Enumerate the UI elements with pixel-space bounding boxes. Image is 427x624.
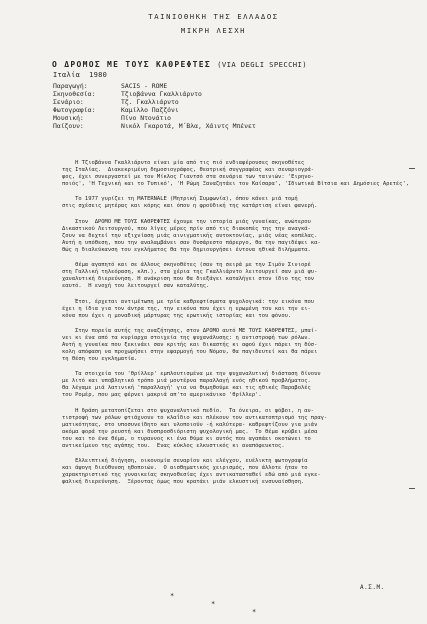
credit-value: Νικόλ Γκαροτά, Μ΄Βλα, Χάιντς Μπένετ [121,122,256,131]
text-line: χαρακτηριστικό της γυναικείας σκηνοθεσίας έχει αντικατασταθεί εδώ από μιά εγκε- [62,472,321,479]
text-line: του και το ένα θέμα, ο τυραννος κι ένα θύμα κι αυτός που αγαπάει οκοτώνει το [62,435,311,442]
signature: Α.Σ.Μ. [360,584,385,591]
credits-list [53,82,256,130]
credit-row [53,98,256,106]
text-line: αντικείμενο της αγάπης του. Ενας κύκλος ελκυστικός κι αναπόφευκτος. [62,442,285,449]
text-line: Δικαστικού Λειτουργού, που λίγες μέρες πρίν από τις διακοπές της την αναγκά- [62,225,311,232]
credit-row [53,90,256,98]
text-line: Στην πορεία αυτής της αναζήτησης, στον ΔΡΟΜΟ αυτό ΜΕ ΤΟΥΣ ΚΑΘΡΕΦΤΕΣ, μπαί- [62,327,318,334]
text-line: Ελλειπτική διήγηση, οικονομία σεναρίου και ελέγχου, ευέλικτη φωτογραφία [62,458,308,465]
text-line: Θέμα αγαπητό και σε άλλους σκηνοθέτες (σαν τη σειρά με την Σιμόν Σινιορέ [62,262,311,269]
credit-value: Καμίλλο Παζζόνι [121,106,179,115]
text-line: εαυτό. Η ενοχή του λειτουργεί σαν καταλύτης. [62,283,210,290]
credit-row [53,82,256,90]
text-line: στη Γαλλική τηλεόραση, κλπ.), στα χέρια της Γκαλλιάρντο λειτουργεί σαν μιά ψυ- [62,269,318,276]
club-name: ΜΙΚΡΗ ΛΕΣΧΗ [180,26,247,35]
text-line: έχει η ίδια για τον άντρα της, την εικόνα που έχει η ερωμένη του και την ει- [62,305,311,312]
text-line: τιστροφή των ρόλων φτιάχνουν το κλαΐδιο και πλέκουν τον αντικατοπτρισμό της πραγ- [62,414,328,421]
text-line: Η Τζιοβάννα Γκαλλιάρντο είναι μία από τις πιό ενδιαφέρουσες σκηνοθέτες [62,160,305,166]
credit-label: Παίζουν: [53,122,84,131]
text-line: ματικότητας, στο υποσυνείδητο και υλοποιούν -ή καλύτερα- καθρεφτίζουν για μιάν [62,421,318,428]
paragraph [62,299,420,320]
text-line: Η δράση μετατοπίζεται στο ψυχαναλυτικό πεδίο. Τα όνειρα, οι φόβοι, η αν- [62,407,315,414]
text-line: ποιός', 'Η Τεχνική και το Τυπικό', 'Η Ρώμη Ξαναζητάει τον Καίσαρα', 'Ιδιωτικά Βίτσια και Δημόσιες Αρετές', [62,181,410,187]
review-text [62,160,420,495]
film-title: Ο ΔΡΟΜΟΣ ΜΕ ΤΟΥΣ ΚΑΘΡΕΦΤΕΣ [52,60,212,69]
text-line: της Ιταλίας. Διακεκριμένη δημοσιογράφος, θεατρική συγγραφέας και σεναριογρά- [62,167,315,173]
credit-value: Τζιοβάννα Γκαλλιάρντο [121,90,202,99]
star: * [211,600,216,608]
film-country-year: Ιταλία 1980 [53,71,108,79]
text-line: Έτσι, έρχεται αντιμέτωπη με τρία καθρεφτίσματα ψυχολογικά: την εικόνα που [62,298,315,305]
text-line: ακόμα φορά την ρευστή και δυσπροσδιόριστη ψυχολογική μας. Το θέμα κρύβει μέσα [62,428,318,435]
text-line: Αυτή η υπόθεση, που την αναλαμβάνει σαν δυσάρεστο πάρεργο, θα την παγιδέψει κα- [62,239,321,246]
star: * [252,608,257,616]
paragraph [62,371,420,399]
text-line: φαλική διερεύνηση. Ξέροντας όμως που κρατάει μιάν ελκυστική ενσυναίσθηση. [62,479,305,486]
text-line: Τα στοιχεία του 'θρίλλερ' εμπλουτισμένα με την ψυχαναλυτική διάσταση δίνουν [62,371,321,378]
paragraph [62,408,420,450]
text-line: και άψογη διεύθυνση ηθοποιών. Ο αισθηματικός χειρισμός, που άλλοτε ήταν το [62,465,308,472]
text-line: με λιτό και υποβλητικό τρόπο μιά μοντέρνα παραλλαγή ενός ηθικού προβλήματος. [62,378,311,385]
text-line: νει κι ένα από τα κυρίαρχα στοιχεία της ψυχανάλυσης: η αντιστροφή των ρόλων. [62,334,311,341]
text-line: Το 1977 γυρίζει τη MATERNALE (Μητρική Συμφωνία), όπου κάνει μιά τομή [62,196,298,203]
text-line: ζουν να δεχτεί την εξιχνίαση μιάς αινιγματικής αυτοκτονίας, μιάς νέας κοπέλας. [62,232,318,239]
text-line: στις σχέσεις μητέρας και κόρης και όπου η φροϋδική της κατάρτιση είναι φανερή. [62,203,318,210]
margin-tick [409,168,415,169]
paragraph [62,160,420,188]
credit-row [53,114,256,122]
credit-label: Σενάριο: [53,98,84,107]
paragraph [62,458,420,486]
text-line: χαναλυτική διερεύνηση. Η ανάκριση που θα διεξάγει καταλήγει στον ίδιο της τον [62,276,315,283]
text-line: φος, έχει συνεργαστεί με τον Μίκλος Γιαντσό στα σενάρια των ταινιών: 'Ειρηνο- [62,174,315,180]
paragraph [62,196,420,210]
paragraph [62,219,420,254]
credit-row [53,106,256,114]
credit-value: Πίνο Ντονάτιο [121,114,172,123]
text-line: κόνα που έχει η μοναδική μάρτυρας της ερωτικής ιστορίας και του φόνου. [62,312,292,319]
star: * [170,592,175,600]
text-line: Θα λέγαμε μιά λατινική 'παραλλαγή' για να θυμηθούμε και τις ηθικές Παραβολές [62,385,311,392]
archive-name: ΤΑΙΝΙΟΘΗΚΗ ΤΗΣ ΕΛΛΑΔΟΣ [148,12,279,21]
text-line: Αυτή η γυναίκα που ξεκινάει σαν κριτής και δικαστής κι αφού έχει πάρει τη δύσ- [62,341,318,348]
credit-label: Σκηνοθεσία: [53,90,96,99]
credit-label: Παραγωγή: [53,82,88,90]
credit-row [53,122,256,130]
film-title-line [52,60,307,69]
text-line: Στον ΔΡΟΜΟ ΜΕ ΤΟΥΣ ΚΑΘΡΕΦΤΕΣ έχουμε την ιστορία μιάς γυναίκας, ανώτερου [62,218,311,225]
film-original-title: (VIA DEGLI SPECCHI) [217,60,307,69]
credit-value: Τζ. Γκαλλιάρντο [121,98,179,107]
paragraph [62,262,420,290]
credit-label: Μουσική: [53,114,84,123]
margin-tick [409,488,415,489]
text-line: του Ρομέρ, που μας φέρνει μακριά απ'το αμερικάνικο 'θρίλλερ'. [62,392,262,399]
text-line: τη θέση του εγκληματία. [62,355,138,362]
credit-label: Φωτογραφία: [53,106,96,115]
text-line: θώς η διαλεύκανση του εγκλήματος θα την δημιουργήσει έντονα ηθικά διλήμματα. [62,246,311,253]
paragraph [62,328,420,363]
credit-value: SACIS - ROME [121,82,168,90]
text-line: κολη απόφαση να προχωρήσει στην εφαρμογή του Νόμου, θα παγιδευτεί και θα πάρει [62,348,318,355]
